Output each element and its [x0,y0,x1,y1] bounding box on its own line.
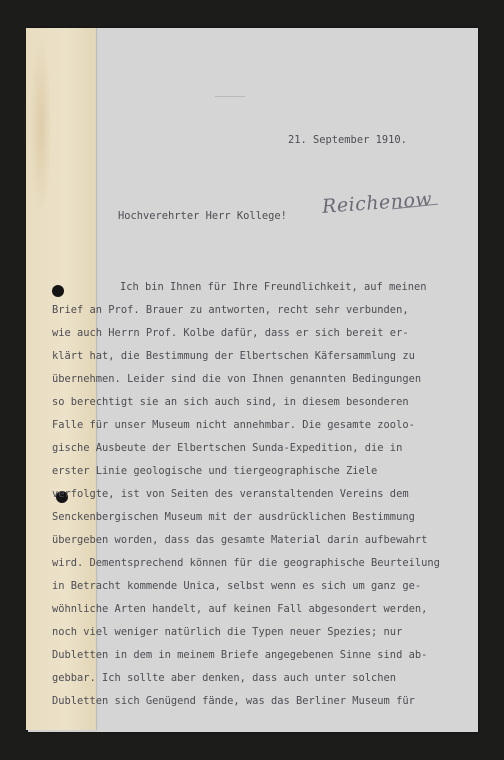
body-line: wird. Dementsprechend können für die geographische Beurteilung [52,557,440,569]
handwritten-annotation: Reichenow [321,188,433,218]
body-line: verfolgte, ist von Seiten des veranstaltenden Vereins dem [52,488,409,500]
body-line: wöhnliche Arten handelt, auf keinen Fall abgesondert werden, [52,603,428,615]
letter-date: 21. September 1910. [288,134,407,146]
body-line: Falle für unser Museum nicht annehmbar. Die gesamte zoolo- [52,419,415,431]
body-line: gische Ausbeute der Elbertschen Sunda-Expedition, die in [52,442,403,454]
body-line: noch viel weniger natürlich die Typen neuer Spezies; nur [52,626,403,638]
body-line: Dubletten in dem in meinem Briefe angegebenen Sinne sind ab- [52,649,428,661]
punch-hole-upper [52,285,64,297]
letter-greeting: Hochverehrter Herr Kollege! [118,210,287,222]
paper-stain [30,36,52,216]
body-line: Ich bin Ihnen für Ihre Freundlichkeit, auf meinen [120,281,427,293]
body-line: Senckenbergischen Museum mit der ausdrücklichen Bestimmung [52,511,415,523]
body-line: klärt hat, die Bestimmung der Elbertschen Käfersammlung zu [52,350,415,362]
body-line: in Betracht kommende Unica, selbst wenn es sich um ganz ge- [52,580,422,592]
body-line: übergeben worden, dass das gesamte Material darin aufbewahrt [52,534,428,546]
body-line: Brief an Prof. Brauer zu antworten, recht sehr verbunden, [52,304,409,316]
body-line: gebbar. Ich sollte aber denken, dass auch unter solchen [52,672,397,684]
body-line: so berechtigt sie an sich auch sind, in diesem besonderen [52,396,409,408]
body-line: übernehmen. Leider sind die von Ihnen genannten Bedingungen [52,373,422,385]
body-line: wie auch Herrn Prof. Kolbe dafür, dass er sich bereit er- [52,327,409,339]
body-line: erster Linie geologische und tiergeographische Ziele [52,465,378,477]
body-line: Dubletten sich Genügend fände, was das Berliner Museum für [52,695,415,707]
faint-pencil-mark [215,96,245,97]
